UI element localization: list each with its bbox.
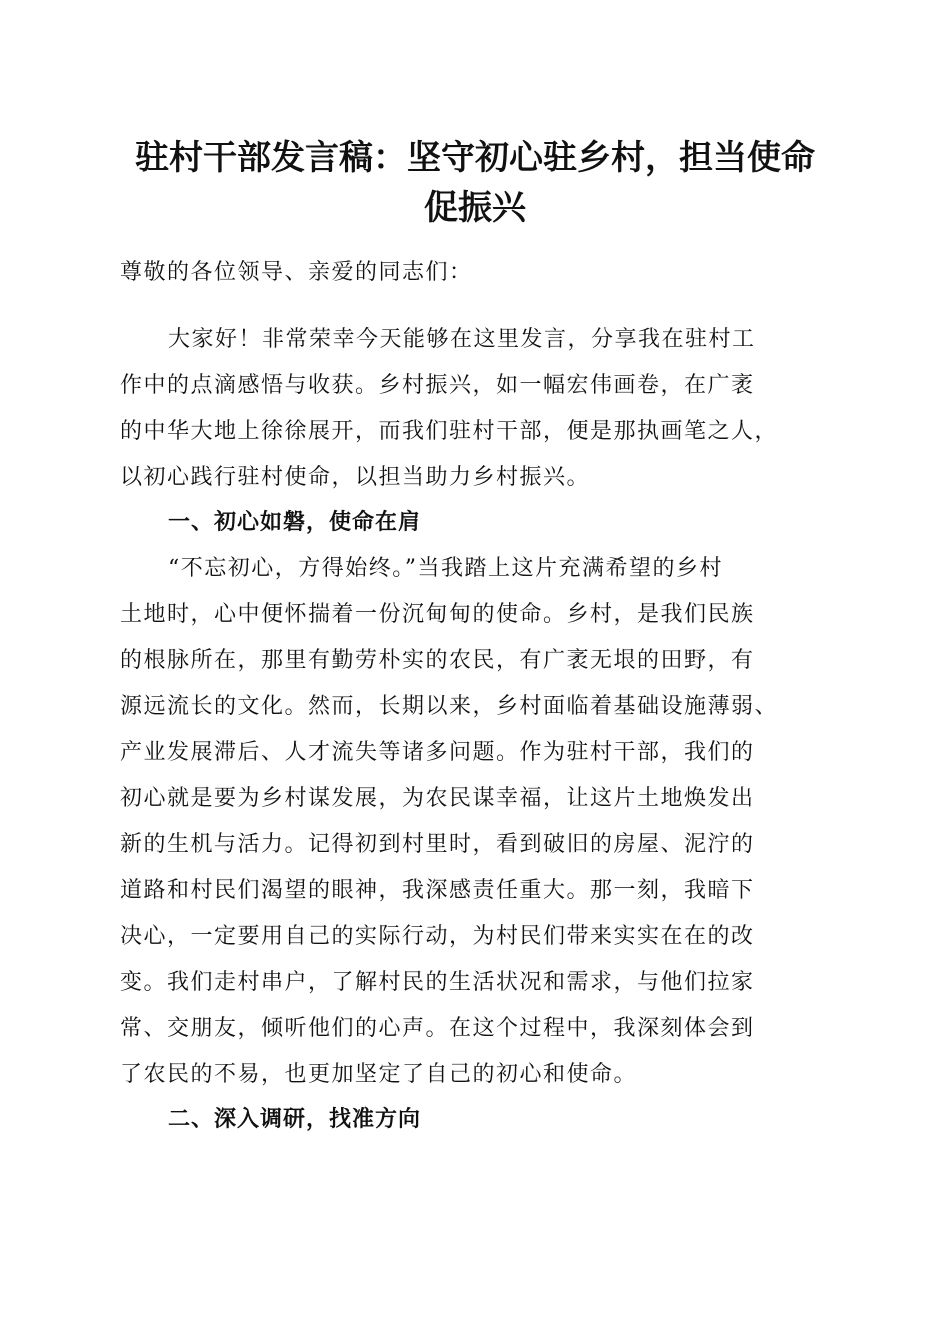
paragraph-line: 土地时，心中便怀揣着一份沉甸甸的使命。乡村，是我们民族 xyxy=(120,602,755,627)
paragraph-line: 决心，一定要用自己的实际行动，为村民们带来实实在在的改 xyxy=(120,924,755,949)
paragraph-line: 了农民的不易，也更加坚定了自己的初心和使命。 xyxy=(120,1062,638,1087)
paragraph-line: 常、交朋友，倾听他们的心声。在这个过程中，我深刻体会到 xyxy=(120,1016,755,1041)
paragraph-line: 道路和村民们渴望的眼神，我深感责任重大。那一刻，我暗下 xyxy=(120,878,755,903)
salutation: 尊敬的各位领导、亲爱的同志们： xyxy=(120,260,473,285)
paragraph-line: “不忘初心，方得始终。”当我踏上这片充满希望的乡村 xyxy=(168,556,723,581)
section-heading-1: 一、初心如磐，使命在肩 xyxy=(168,510,422,535)
document-title-line-1: 驻村干部发言稿：坚守初心驻乡村，担当使命 xyxy=(135,138,815,178)
paragraph-line: 变。我们走村串户，了解村民的生活状况和需求，与他们拉家 xyxy=(120,970,755,995)
paragraph-line: 初心就是要为乡村谋发展，为农民谋幸福，让这片土地焕发出 xyxy=(120,786,755,811)
document-title-line-2: 促振兴 xyxy=(424,188,526,228)
paragraph-line: 新的生机与活力。记得初到村里时，看到破旧的房屋、泥泞的 xyxy=(120,832,755,857)
paragraph-line: 源远流长的文化。然而，长期以来，乡村面临着基础设施薄弱、 xyxy=(120,694,779,719)
paragraph-line: 大家好！非常荣幸今天能够在这里发言，分享我在驻村工 xyxy=(168,327,756,352)
section-heading-2: 二、深入调研，找准方向 xyxy=(168,1107,422,1132)
paragraph-line: 作中的点滴感悟与收获。乡村振兴，如一幅宏伟画卷，在广袤 xyxy=(120,373,755,398)
paragraph-line: 以初心践行驻村使命，以担当助力乡村振兴。 xyxy=(120,465,591,490)
paragraph-line: 的根脉所在，那里有勤劳朴实的农民，有广袤无垠的田野，有 xyxy=(120,648,755,673)
paragraph-line: 产业发展滞后、人才流失等诸多问题。作为驻村干部，我们的 xyxy=(120,740,755,765)
paragraph-line: 的中华大地上徐徐展开，而我们驻村干部，便是那执画笔之人， xyxy=(120,419,779,444)
